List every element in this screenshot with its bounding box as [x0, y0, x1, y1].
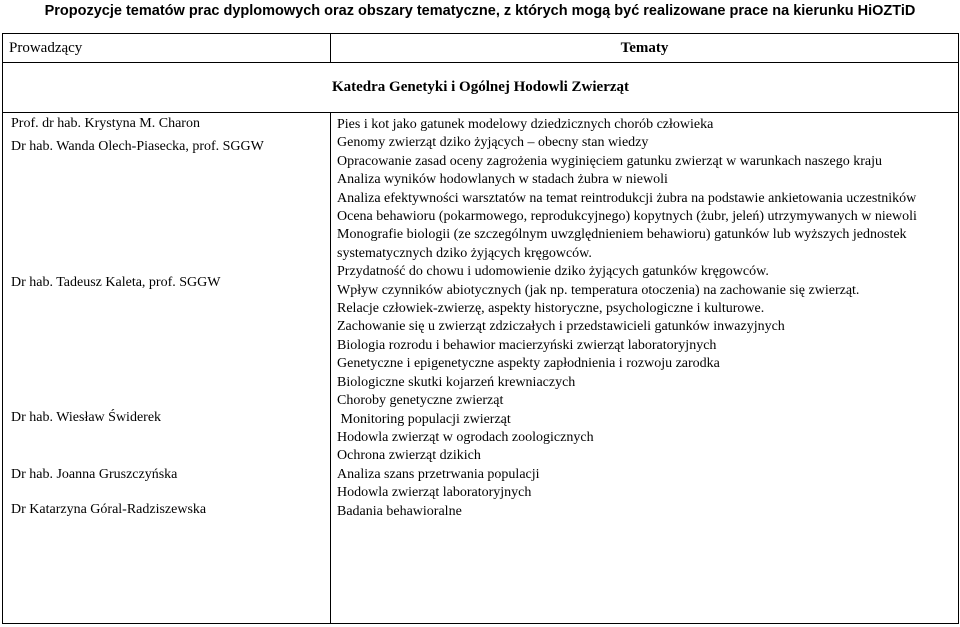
- topics-table: [2, 33, 958, 624]
- topic-item: Wpływ czynników abiotycznych (jak np. temperatura otoczenia) na zachowanie się zwierząt.: [337, 282, 860, 298]
- topic-item: Hodowla zwierząt laboratoryjnych: [337, 485, 532, 501]
- topic-item: Hodowla zwierząt w ogrodach zoologicznych: [337, 429, 594, 445]
- topic-item: Biologiczne skutki kojarzeń krewniaczych: [337, 374, 576, 390]
- topic-item: Monitoring populacji zwierząt: [337, 411, 511, 427]
- topic-item: Analiza wyników hodowlanych w stadach żubra w niewoli: [337, 172, 668, 188]
- topic-item: Opracowanie zasad oceny zagrożenia wyginięciem gatunku zwierząt w warunkach naszego kraju: [337, 153, 882, 169]
- supervisor-swiderek: Dr hab. Wiesław Świderek: [11, 410, 162, 425]
- topics-cell: [331, 113, 959, 624]
- department-name: Katedra Genetyki i Ogólnej Hodowli Zwierząt: [3, 63, 959, 113]
- supervisor-olech-piasecka: Dr hab. Wanda Olech-Piasecka, prof. SGGW: [11, 139, 264, 154]
- topic-item: Analiza efektywności warsztatów na temat reintrodukcji żubra na podstawie ankietowania uczestników: [337, 190, 917, 206]
- supervisor-kaleta: Dr hab. Tadeusz Kaleta, prof. SGGW: [11, 275, 221, 290]
- department-row: [3, 63, 959, 113]
- topic-item: Choroby genetyczne zwierząt: [337, 393, 504, 409]
- supervisor-goral-radziszewska: Dr Katarzyna Góral-Radziszewska: [11, 502, 207, 517]
- supervisors-cell: [3, 113, 331, 624]
- topic-item: Pies i kot jako gatunek modelowy dziedzicznych chorób człowieka: [337, 117, 714, 132]
- topic-item: Genetyczne i epigenetyczne aspekty zapłodnienia i rozwoju zarodka: [337, 356, 720, 372]
- topic-item: Relacje człowiek-zwierzę, aspekty historyczne, psychologiczne i kulturowe.: [337, 301, 765, 317]
- topic-item: Zachowanie się u zwierząt zdziczałych i przedstawicieli gatunków inwazyjnych: [337, 319, 785, 335]
- table-header-row: [3, 34, 959, 63]
- topic-item: Biologia rozrodu i behawior macierzyński zwierząt laboratoryjnych: [337, 337, 717, 353]
- supervisor-column-header: Prowadzący: [3, 34, 331, 63]
- topic-item: Ochrona zwierząt dzikich: [337, 448, 481, 464]
- table-row: [3, 113, 959, 624]
- topic-item: Monografie biologii (ze szczególnym uwzględnieniem behawioru) gatunków lub wyższych jednostek systematycznych dziko żyjących kręgowców.: [337, 227, 907, 261]
- topics-column-header: Tematy: [331, 34, 959, 63]
- page-title: Propozycje tematów prac dyplomowych oraz obszary tematyczne, z których mogą być realizowane prace na kierunku HiOZTiD: [44, 3, 916, 19]
- topic-item: Genomy zwierząt dziko żyjących – obecny stan wiedzy: [337, 135, 649, 151]
- supervisor-charon: Prof. dr hab. Krystyna M. Charon: [11, 116, 200, 131]
- topic-item: Przydatność do chowu i udomowienie dziko żyjących gatunków kręgowców.: [337, 264, 769, 280]
- topic-item: Analiza szans przetrwania populacji: [337, 466, 540, 482]
- topic-item: Badania behawioralne: [337, 503, 462, 519]
- topic-item: Ocena behawioru (pokarmowego, reprodukcyjnego) kopytnych (żubr, jeleń) utrzymywanych w niewoli: [337, 209, 917, 225]
- supervisor-gruszczynska: Dr hab. Joanna Gruszczyńska: [11, 467, 178, 482]
